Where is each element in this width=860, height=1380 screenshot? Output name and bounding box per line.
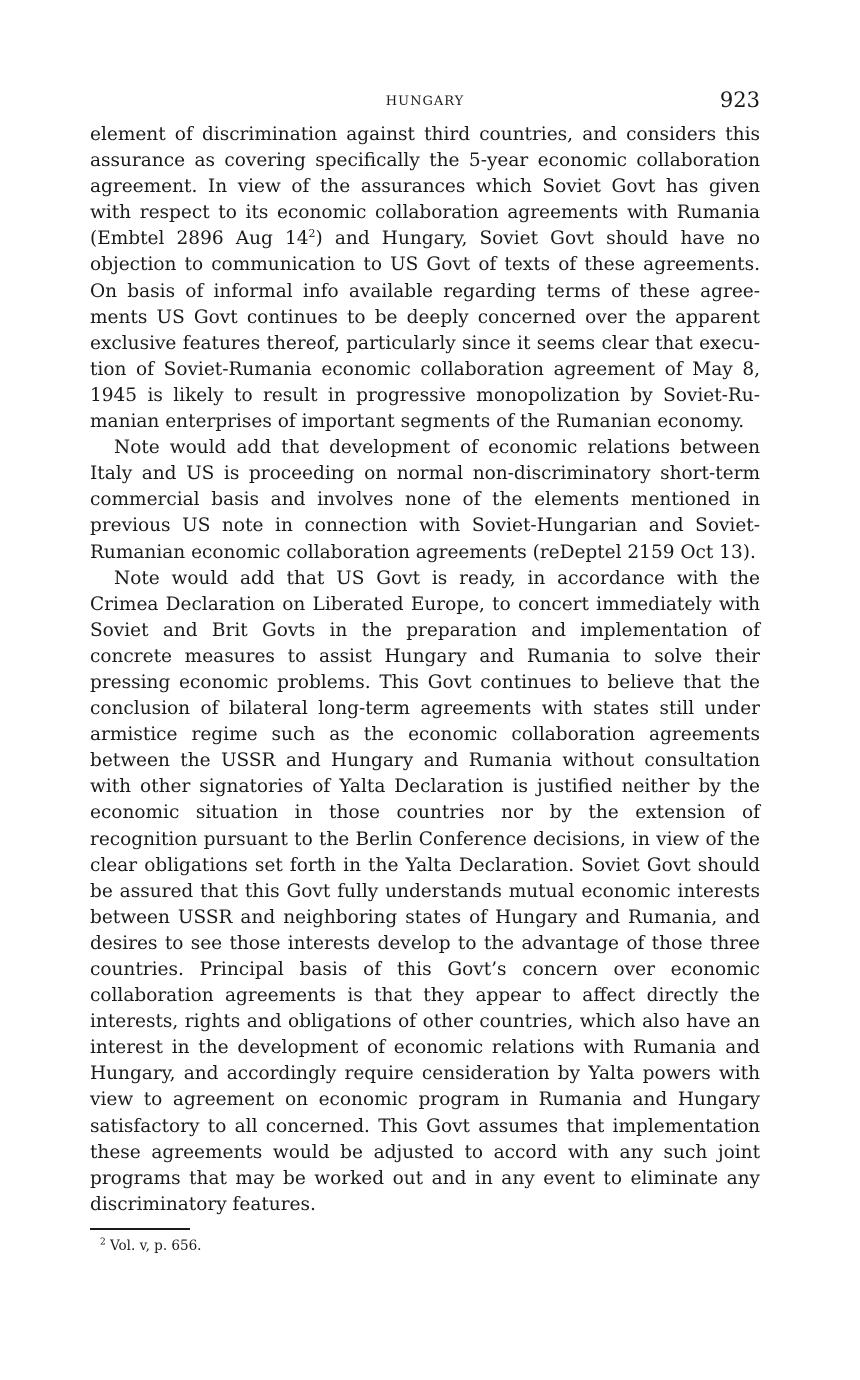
paragraph-3: Note would add that US Govt is ready, in accordance with the Crimea Declaration on Liberated Europe, to concert immediately with Soviet and Brit Govts in the preparation and implementation of concrete measures to assist Hungary and Rumania to solve their pressing economic problems. This Govt continues to believe that the conclusion of bilateral long-term agreements with states still under armistice regime such as the economic collaboration agreements between the USSR and Hungary and Rumania without consultation with other signatories of Yalta Declaration is justified neither by the economic situation in those countries nor by the extension of recognition pursuant to the Berlin Conference decisions, in view of the clear obligations set forth in the Yalta Declaration. Soviet Govt should be assured that this Govt fully understands mutual economic interests between USSR and neighboring states of Hungary and Rumania, and desires to see those interests develop to the advantage of those three countries. Principal basis of this Govt’s concern over economic collaboration agreements is that they appear to affect directly the interests, rights and obligations of other countries, which also have an interest in the development of economic relations with Rumania and Hungary, and accordingly require censideration by Yalta powers with view to agreement on economic program in Rumania and Hungary satisfactory to all concerned. This Govt assumes that implementation these agreements would be adjusted to accord with any such joint programs that may be worked out and in any event to eliminate any discriminatory features. [90,567,760,1215]
footnote-divider [90,1228,190,1230]
footnote-reference: 2 [308,227,316,241]
footnote [90,1238,760,1254]
footnote-text: Vol. v, p. 656. [110,1237,202,1254]
paragraph-2: Note would add that development of economic relations between Italy and US is proceeding on normal non-discriminatory short-term commercial basis and involves none of the elements mentioned in previous US note in connection with Soviet-Hungarian and Soviet-Rumanian economic collaboration agreements (reDeptel 2159 Oct 13). [90,437,760,563]
running-head [90,88,760,122]
document-page [90,88,760,1254]
running-title: HUNGARY [385,94,465,109]
footnote-marker: 2 [100,1237,106,1248]
paragraph-1-text-a: element of discrimination against third countries, and considers this assurance as covering specifically the 5-year economic collaboration agreement. In view of the assurances which Soviet Govt has given with respect to its economic collaboration agreements with Rumania (Embtel 2896 Aug 14 [90,124,760,250]
body-text [90,122,760,1218]
paragraph-1-text-b: ) and Hungary, Soviet Govt should have no objection to communication to US Govt of texts of these agreements. On basis of informal info available regarding terms of these agreements US Govt continues to be deeply concerned over the apparent exclusive features thereof, particularly since it seems clear that execution of Soviet-Rumania economic collaboration agreement of May 8, 1945 is likely to result in progressive monopolization by Soviet-Rumanian enterprises of important segments of the Rumanian economy. [90,228,760,433]
page-number: 923 [719,88,760,112]
paragraph-1 [90,122,760,435]
